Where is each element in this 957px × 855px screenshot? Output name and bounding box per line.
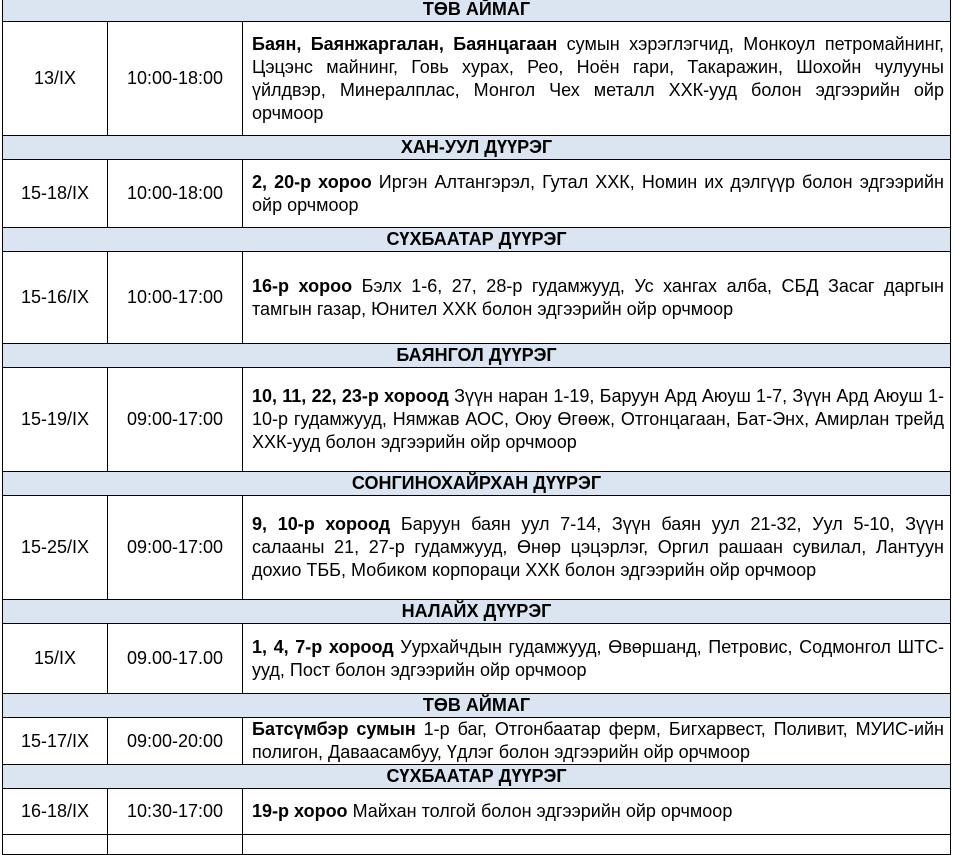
table-row [3,496,951,600]
region-header-row [3,472,951,496]
time-cell: 10:00-18:00 [108,160,243,228]
district-label: 19-р хороо [252,801,348,821]
time-cell: 10:00-17:00 [108,252,243,344]
district-label: Батсүмбэр сумын [252,719,416,739]
district-label: 9, 10-р хороод [252,514,391,534]
time-cell: 09:00-17:00 [108,496,243,600]
region-title: НАЛАЙХ ДҮҮРЭГ [3,600,951,624]
region-header-row [3,228,951,252]
table-row [3,718,951,765]
table-row [3,160,951,228]
table-row [3,624,951,694]
district-label: 2, 20-р хороо [252,171,372,192]
location-cell [243,22,951,136]
district-label: 10, 11, 22, 23-р хороод [252,386,449,406]
location-cell [243,496,951,600]
location-text: Бэлх 1-6, 27, 28-р гудамжууд, Ус хангах алба, СБД Засаг даргын тамгын газар, Юнител ХХК болон эдгээрийн ойр орчмоор [252,275,944,319]
date-cell: 15-19/IX [3,368,108,472]
location-text: Майхан толгой болон эдгээрийн ойр орчмоор [347,801,733,821]
location-text: 1-р баг, Отгонбаатар ферм, Бигхарвест, Поливит, МУИС-ийн полигон, Даваасамбуу, Үдлэг болон эдгээрийн ойр орчмоор [252,719,945,762]
date-cell: 15-17/IX [3,718,108,765]
location-text: Уурхайчдын гудамжууд, Өвөршанд, Петровис, Содмонгол ШТС-ууд, Пост болон эдгээрийн ойр орчмоор [252,636,944,680]
time-cell: 09:00-20:00 [108,718,243,765]
region-header-row [3,0,951,22]
location-cell [243,789,951,835]
time-cell: 10:00-18:00 [108,22,243,136]
table-row [3,252,951,344]
region-header-row [3,600,951,624]
date-cell: 15-25/IX [3,496,108,600]
region-title: БАЯНГОЛ ДҮҮРЭГ [3,344,951,368]
region-title: ТӨВ АЙМАГ [3,0,951,22]
table-row [3,789,951,835]
date-cell: 15/IX [3,624,108,694]
region-title: СҮХБААТАР ДҮҮРЭГ [3,765,951,789]
region-header-row [3,136,951,160]
location-text: сумын хэрэглэгчид, Монкоул петромайнинг, Цэцэнс майнинг, Говь хурах, Рео, Ноён гари, Такаражин, Шохойн чулууны үйлдвэр, Минералплас, Монгол Чех металл ХХК-ууд болон эдгээрийн ойр орчмоор [252,33,944,123]
outage-schedule-table [2,0,951,855]
location-text: Зүүн наран 1-19, Баруун Ард Аюуш 1-7, Зүүн Ард Аюуш 1-10-р гудамжууд, Нямжав АОС, Оюу Өгөөж, Отгонцагаан, Бат-Энх, Амирлан трейд ХХК-ууд болон эдгээрийн ойр орчмоор [252,386,944,452]
date-cell: 16-18/IX [3,789,108,835]
location-cell [243,624,951,694]
region-header-row [3,344,951,368]
location-text: Иргэн Алтангэрэл, Гутал ХХК, Номин их дэлгүүр болон эдгээрийн ойр орчмоор [252,171,944,215]
district-label: 16-р хороо [252,275,353,296]
district-label: 1, 4, 7-р хороод [252,636,394,657]
time-cell: 09.00-17.00 [108,624,243,694]
table-row [3,368,951,472]
location-text: Баруун баян уул 7-14, Зүүн баян уул 21-32, Уул 5-10, Зүүн салааны 21, 27-р гудамжууд, Өнөр цэцэрлэг, Оргил рашаан сувилал, Лантуун дохио ТББ, Мобиком корпораци ХХК болон эдгээрийн ойр орчмоор [252,514,944,580]
location-cell [243,160,951,228]
table-row [3,22,951,136]
region-title: ТӨВ АЙМАГ [3,694,951,718]
date-cell: 15-18/IX [3,160,108,228]
date-cell: 13/IX [3,22,108,136]
district-label: Баян, Баянжаргалан, Баянцагаан [252,33,558,54]
region-header-row [3,765,951,789]
time-cell: 10:30-17:00 [108,789,243,835]
time-cell: 09:00-17:00 [108,368,243,472]
location-cell [243,252,951,344]
region-header-row [3,694,951,718]
region-title: СҮХБААТАР ДҮҮРЭГ [3,228,951,252]
date-cell: 15-16/IX [3,252,108,344]
location-cell [243,368,951,472]
region-title: СОНГИНОХАЙРХАН ДҮҮРЭГ [3,472,951,496]
region-title: ХАН-УУЛ ДҮҮРЭГ [3,136,951,160]
location-cell [243,718,951,765]
